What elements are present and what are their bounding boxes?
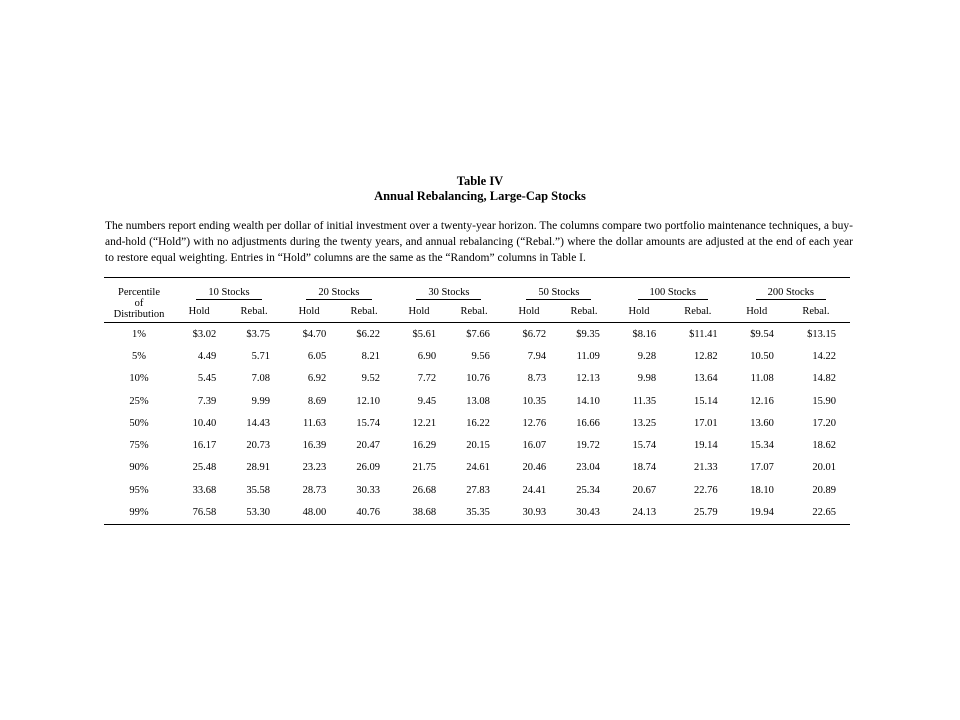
sub-header-row <box>104 300 850 323</box>
hold-value-cell: 9.28 <box>637 350 657 362</box>
hold-value-cell: 7.39 <box>197 395 217 407</box>
rebal-value-cell: 14.82 <box>812 373 836 385</box>
rebal-value-cell: 7.08 <box>251 373 270 385</box>
rebal-value-cell: 15.90 <box>812 395 836 407</box>
hold-value-cell: 10.50 <box>750 350 774 362</box>
percentile-cell: 50% <box>129 417 149 429</box>
hold-value-cell: 6.92 <box>307 373 327 385</box>
rebal-value-cell: 15.74 <box>356 417 380 429</box>
hold-value-cell: 33.68 <box>192 484 217 496</box>
hold-value-cell: 20.67 <box>632 484 657 496</box>
rebal-value-cell: 21.33 <box>693 462 718 474</box>
hold-value-cell: 26.68 <box>412 484 437 496</box>
percentile-cell: 1% <box>132 328 146 340</box>
table-title-block <box>0 174 960 204</box>
group-header-row <box>104 278 850 301</box>
rebal-value-cell: 53.30 <box>246 507 270 519</box>
hold-value-cell: 8.73 <box>527 373 547 385</box>
rebal-value-cell: 5.71 <box>251 350 270 362</box>
group-header: 20 Stocks <box>284 278 394 301</box>
rebal-header: Rebal. <box>350 305 378 317</box>
hold-value-cell: 13.25 <box>632 417 657 429</box>
hold-header: Hold <box>298 305 320 317</box>
table-row <box>104 323 850 346</box>
hold-value-cell: $3.02 <box>192 328 217 340</box>
rebal-value-cell: $11.41 <box>689 328 718 340</box>
table-subtitle: Annual Rebalancing, Large-Cap Stocks <box>374 189 586 203</box>
rebal-value-cell: 12.82 <box>693 350 718 362</box>
rebal-value-cell: 25.79 <box>693 507 718 519</box>
rebal-value-cell: 25.34 <box>576 484 600 496</box>
percentile-cell: 99% <box>129 507 149 519</box>
rebal-value-cell: 9.52 <box>361 373 380 385</box>
percentile-cell: 75% <box>129 440 149 452</box>
rebal-value-cell: 16.66 <box>576 417 600 429</box>
hold-value-cell: 16.07 <box>522 440 547 452</box>
table-row <box>104 457 850 479</box>
rebal-value-cell: 20.01 <box>812 462 836 474</box>
rebal-value-cell: 19.14 <box>693 440 718 452</box>
hold-header: Hold <box>188 305 210 317</box>
rebal-value-cell: 23.04 <box>576 462 600 474</box>
hold-value-cell: 20.46 <box>522 462 547 474</box>
rebal-value-cell: 27.83 <box>466 484 490 496</box>
rebal-value-cell: 22.65 <box>812 507 836 519</box>
hold-value-cell: 6.05 <box>307 350 327 362</box>
rebal-value-cell: 35.35 <box>466 507 490 519</box>
rebal-value-cell: 35.58 <box>246 484 270 496</box>
hold-value-cell: 21.75 <box>412 462 437 474</box>
table-title: Table IV <box>456 174 504 188</box>
hold-value-cell: 76.58 <box>192 507 217 519</box>
hold-value-cell: 19.94 <box>750 507 774 519</box>
percentile-header: Percentile of Distribution <box>113 287 165 320</box>
hold-value-cell: 9.45 <box>417 395 437 407</box>
rebal-value-cell: 9.99 <box>251 395 270 407</box>
rebal-value-cell: 14.10 <box>576 395 600 407</box>
group-header: 50 Stocks <box>504 278 614 301</box>
data-table <box>104 277 850 525</box>
rebal-value-cell: 19.72 <box>576 440 600 452</box>
percentile-cell: 5% <box>132 350 146 362</box>
rebal-header: Rebal. <box>684 305 712 317</box>
hold-value-cell: 16.29 <box>412 440 437 452</box>
group-header: 10 Stocks <box>174 278 284 301</box>
percentile-cell: 25% <box>129 395 149 407</box>
hold-value-cell: 30.93 <box>522 507 547 519</box>
hold-value-cell: 10.35 <box>522 395 547 407</box>
rebal-value-cell: 22.76 <box>693 484 718 496</box>
rebal-header: Rebal. <box>570 305 598 317</box>
hold-value-cell: 15.74 <box>632 440 657 452</box>
hold-header: Hold <box>746 305 768 317</box>
hold-value-cell: 24.41 <box>522 484 547 496</box>
rebal-value-cell: $9.35 <box>576 328 600 340</box>
hold-value-cell: 7.72 <box>417 373 437 385</box>
hold-value-cell: 11.08 <box>750 373 774 385</box>
hold-value-cell: 12.21 <box>412 417 437 429</box>
table-row <box>104 368 850 390</box>
hold-value-cell: 15.34 <box>750 440 774 452</box>
rebal-value-cell: 12.10 <box>356 395 380 407</box>
hold-header: Hold <box>628 305 650 317</box>
hold-value-cell: 38.68 <box>412 507 437 519</box>
hold-value-cell: 10.40 <box>192 417 217 429</box>
rebal-value-cell: 11.09 <box>576 350 600 362</box>
group-header: 200 Stocks <box>732 278 850 301</box>
percentile-cell: 95% <box>129 484 149 496</box>
hold-value-cell: 25.48 <box>192 462 217 474</box>
hold-value-cell: $5.61 <box>412 328 437 340</box>
table-row <box>104 412 850 434</box>
table-row <box>104 501 850 524</box>
hold-header: Hold <box>408 305 430 317</box>
hold-value-cell: 17.07 <box>750 462 774 474</box>
rebal-value-cell: $7.66 <box>466 328 490 340</box>
table-caption: The numbers report ending wealth per dollar of initial investment over a twenty-year horizon. The columns compare two portfolio maintenance techniques, a buy-and-hold (“Hold”) with no adjustments during the twenty years, and annual rebalancing (“Rebal.”) where the dollar amounts are adjusted at the end of each year to restore equal weighting. Entries in “Hold” columns are the same as the “Random” columns in Table I. <box>105 220 853 264</box>
rebal-value-cell: 20.15 <box>466 440 490 452</box>
rebal-value-cell: 16.22 <box>466 417 490 429</box>
rebal-value-cell: $13.15 <box>807 328 836 340</box>
rebal-value-cell: 24.61 <box>466 462 490 474</box>
hold-value-cell: 11.63 <box>302 417 327 429</box>
table-row <box>104 434 850 456</box>
hold-value-cell: 6.90 <box>417 350 437 362</box>
hold-value-cell: $4.70 <box>302 328 327 340</box>
table-row <box>104 345 850 367</box>
table-row <box>104 390 850 412</box>
hold-value-cell: $8.16 <box>632 328 657 340</box>
hold-value-cell: 48.00 <box>302 507 327 519</box>
table-row <box>104 479 850 501</box>
rebal-value-cell: 13.08 <box>466 395 490 407</box>
rebal-value-cell: 9.56 <box>471 350 490 362</box>
hold-value-cell: 8.69 <box>307 395 327 407</box>
hold-value-cell: 13.60 <box>750 417 774 429</box>
rebal-value-cell: 8.21 <box>361 350 380 362</box>
rebal-value-cell: 14.43 <box>246 417 270 429</box>
rebal-value-cell: 15.14 <box>693 395 718 407</box>
hold-value-cell: $6.72 <box>522 328 547 340</box>
hold-value-cell: 12.16 <box>750 395 774 407</box>
rebal-value-cell: 17.20 <box>812 417 836 429</box>
rebal-value-cell: 18.62 <box>812 440 836 452</box>
hold-value-cell: 24.13 <box>632 507 657 519</box>
rebal-value-cell: $6.22 <box>356 328 380 340</box>
hold-value-cell: 16.17 <box>192 440 217 452</box>
hold-value-cell: $9.54 <box>750 328 774 340</box>
hold-value-cell: 23.23 <box>302 462 327 474</box>
rebal-value-cell: 12.13 <box>576 373 600 385</box>
rebal-value-cell: 20.47 <box>356 440 380 452</box>
rebal-header: Rebal. <box>802 305 830 317</box>
rebal-value-cell: 20.73 <box>246 440 270 452</box>
rebal-value-cell: $3.75 <box>246 328 270 340</box>
rebal-value-cell: 30.33 <box>356 484 380 496</box>
rebal-value-cell: 20.89 <box>812 484 836 496</box>
rebal-value-cell: 30.43 <box>576 507 600 519</box>
hold-value-cell: 4.49 <box>197 350 217 362</box>
hold-value-cell: 18.10 <box>750 484 774 496</box>
table-body <box>104 323 850 525</box>
hold-value-cell: 7.94 <box>527 350 547 362</box>
hold-value-cell: 11.35 <box>632 395 657 407</box>
group-header: 100 Stocks <box>614 278 732 301</box>
hold-header: Hold <box>518 305 540 317</box>
rebal-value-cell: 10.76 <box>466 373 490 385</box>
rebal-value-cell: 17.01 <box>693 417 718 429</box>
hold-value-cell: 18.74 <box>632 462 657 474</box>
hold-value-cell: 28.73 <box>302 484 327 496</box>
percentile-cell: 10% <box>129 373 149 385</box>
rebal-value-cell: 13.64 <box>693 373 718 385</box>
rebal-value-cell: 40.76 <box>356 507 380 519</box>
rebal-value-cell: 28.91 <box>246 462 270 474</box>
rebal-value-cell: 14.22 <box>812 350 836 362</box>
hold-value-cell: 12.76 <box>522 417 547 429</box>
rebal-header: Rebal. <box>240 305 268 317</box>
rebal-header: Rebal. <box>460 305 488 317</box>
percentile-cell: 90% <box>129 462 149 474</box>
hold-value-cell: 9.98 <box>637 373 657 385</box>
rebal-value-cell: 26.09 <box>356 462 380 474</box>
hold-value-cell: 16.39 <box>302 440 327 452</box>
hold-value-cell: 5.45 <box>197 373 217 385</box>
group-header: 30 Stocks <box>394 278 504 301</box>
